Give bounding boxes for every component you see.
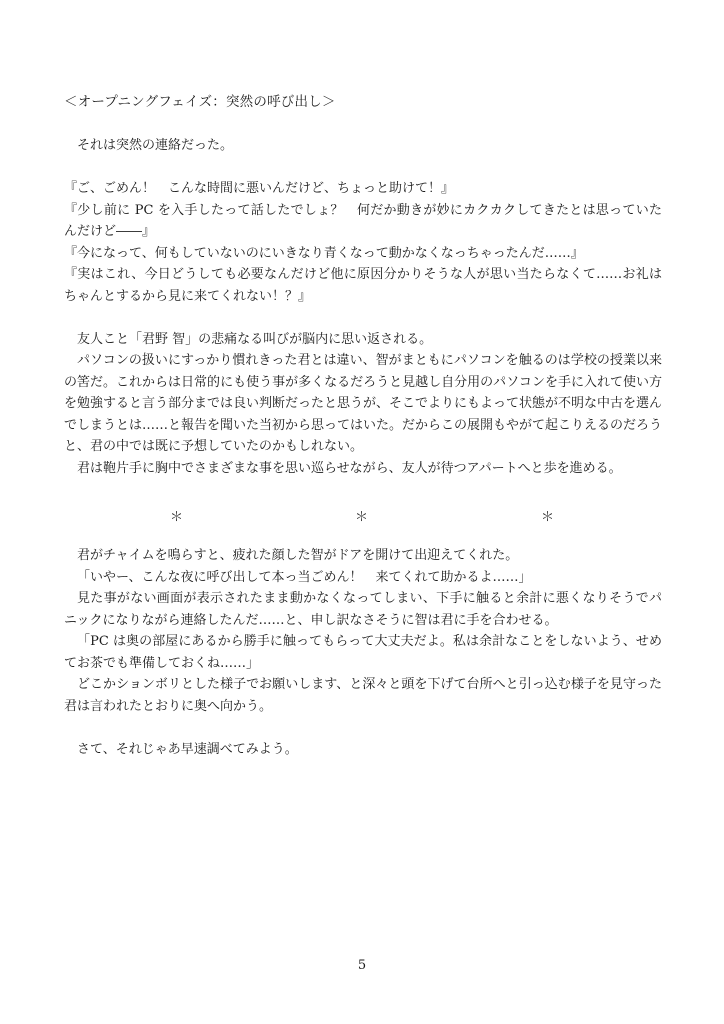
closing-paragraph: さて、それじゃあ早速調べてみよう。 [77, 741, 298, 757]
dialogue-line-3: 『今になって、何もしていないのにいきなり青くなって動かなくなっちゃったんだ……』 [64, 245, 584, 261]
separator-asterisk: ＊ [355, 510, 369, 525]
narration-paragraph-3: 君は鞄片手に胸中でさまざまな事を思い巡らせながら、友人が待つアパートへと歩を進める。 [77, 460, 622, 476]
dialogue-line-1: 『ご、ごめん！ こんな時間に悪いんだけど、ちょっと助けて！』 [64, 181, 455, 196]
narration-paragraph-2: パソコンの扱いにすっかり慣れきった君とは違い、智がまともにパソコンを触るのは学校の授業以来の筈だ。これからは日常的にも使う事が多くなるだろうと見越し自分用のパソコンを手に入れて使い方を勉強すると言う部分までは良い判断だったと思うが、そこでよりにもよって状態が不明な中古を選んでしまうとは……と報告を聞いた当初から思ってはいた。だからこの展開もやがて起こりえるのだろうと、君の中では既に予想していたのかもしれない。 [64, 353, 663, 454]
separator-asterisk: ＊ [541, 510, 555, 525]
narration-paragraph-1: 友人こと「君野 智」の悲痛なる叫びが脳内に思い返される。 [77, 331, 433, 347]
dialogue-line-2: 『少し前に PC を入手したって話したでしょ？ 何だか動きが妙にカクカクしてきたとは思っていたんだけど――』 [64, 202, 662, 239]
narration-paragraph-4: 君がチャイムを鳴らすと、疲れた顔した智がドアを開けて出迎えてくれた。 [77, 548, 519, 563]
dialogue-line-6: 「PC は奥の部屋にあるから勝手に触ってもらって大丈夫だよ。私は余計なことをしないよう、せめてお茶でも準備しておくね……」 [64, 634, 662, 671]
intro-paragraph: それは突然の連絡だった。 [77, 138, 234, 153]
separator-asterisk: ＊ [170, 510, 184, 525]
dialogue-line-4: 『実はこれ、今日どうしても必要なんだけど他に原因分かりそうな人が思い当たらなくて……お礼はちゃんとするから見に来てくれない！？』 [64, 267, 662, 304]
dialogue-line-5: 「いやー、こんな夜に呼び出して本っ当ごめん！ 来てくれて助かるよ……」 [77, 569, 532, 585]
section-heading: ＜オープニングフェイズ：突然の呼び出し＞ [64, 94, 336, 110]
narration-paragraph-6: どこかションボリとした様子でお願いします、と深々と頭を下げて台所へと引っ込む様子を見守った君は言われたとおりに奥へ向かう。 [64, 677, 662, 714]
page-number: 5 [357, 958, 367, 973]
narration-paragraph-5: 見た事がない画面が表示されたまま動かなくなってしまい、下手に触ると余計に悪くなりそうでパニックになりながら連絡したんだ……と、申し訳なさそうに智は君に手を合わせる。 [64, 591, 662, 628]
scene-separator [0, 506, 724, 526]
